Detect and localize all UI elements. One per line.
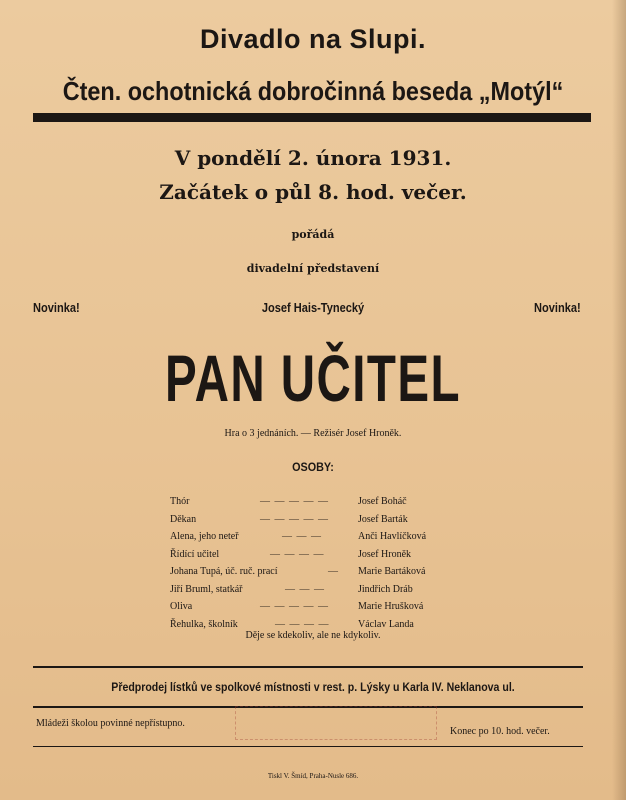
date-line: V pondělí 2. února 1931. bbox=[174, 146, 452, 170]
cast-dashes: — — — — bbox=[275, 618, 330, 630]
cast-role: Řídící učitel bbox=[170, 548, 220, 560]
cast-row bbox=[170, 514, 460, 532]
cast-dashes: — — — bbox=[285, 583, 325, 595]
cast-dashes: — — — — — bbox=[260, 496, 329, 507]
thick-divider bbox=[33, 113, 591, 122]
cast-role: Thór bbox=[170, 496, 190, 507]
cast-actor: Marie Bartáková bbox=[358, 566, 426, 577]
society-name: Čten. ochotnická dobročinná beseda „Motýl“ bbox=[62, 76, 564, 106]
cast-heading: OSOBY: bbox=[292, 460, 334, 474]
divider-top bbox=[33, 666, 583, 668]
cast-dashes: — bbox=[328, 566, 339, 577]
cast-row bbox=[170, 531, 460, 549]
cast-dashes: — — — — — bbox=[260, 601, 329, 612]
play-author: Josef Hais-Tynecký bbox=[261, 300, 365, 315]
youth-notice: Mládeži školou povinné nepřístupno. bbox=[36, 718, 185, 729]
cast-role: Johana Tupá, úč. ruč. prací bbox=[170, 566, 278, 577]
cast-actor: Marie Hrušková bbox=[358, 601, 424, 612]
pencil-mark bbox=[40, 742, 88, 764]
theater-name: Divadlo na Slupi. bbox=[199, 24, 427, 54]
end-time: Konec po 10. hod. večer. bbox=[450, 726, 550, 737]
cast-row bbox=[170, 496, 460, 514]
cast-role: Oliva bbox=[170, 601, 193, 612]
start-time-line: Začátek o půl 8. hod. večer. bbox=[159, 180, 467, 204]
novinka-right: Novinka! bbox=[534, 300, 581, 315]
play-subtitle: Hra o 3 jednáních. — Režisér Josef Hroněk. bbox=[224, 428, 402, 439]
cast-list bbox=[170, 496, 460, 636]
cast-row bbox=[170, 601, 460, 619]
cast-actor: Václav Landa bbox=[358, 618, 414, 630]
cast-actor: Jindřich Dráb bbox=[358, 583, 413, 595]
play-title: PAN UČITEL bbox=[164, 341, 461, 415]
printer-credit: Tiskl V. Šmíd, Praha-Nusle 686. bbox=[267, 772, 359, 780]
cast-dashes: — — — — bbox=[270, 548, 325, 560]
cast-role: Řehulka, školník bbox=[170, 618, 238, 630]
paper-edge-shadow bbox=[612, 0, 626, 800]
faded-stamp bbox=[235, 706, 437, 740]
cast-actor: Josef Boháč bbox=[358, 496, 407, 507]
cast-row bbox=[170, 549, 460, 567]
presale-line: Předprodej lístků ve spolkové místnosti v rest. p. Lýsky u Karla IV. Neklanova ul. bbox=[111, 680, 515, 694]
cast-actor: Josef Barták bbox=[358, 513, 408, 525]
presents-line: pořádá bbox=[291, 228, 335, 241]
cast-dashes: — — — — — bbox=[260, 513, 329, 525]
cast-actor: Josef Hroněk bbox=[358, 548, 412, 560]
novinka-left: Novinka! bbox=[33, 300, 80, 315]
cast-role: Děkan bbox=[170, 513, 197, 525]
divider-bottom bbox=[33, 746, 583, 747]
cast-row bbox=[170, 584, 460, 602]
motto-line: Děje se kdekoliv, ale ne kdykoliv. bbox=[245, 630, 381, 641]
cast-row bbox=[170, 566, 460, 584]
performance-line: divadelní představení bbox=[246, 262, 380, 275]
cast-role: Jiří Bruml, statkář bbox=[170, 583, 243, 595]
cast-role: Alena, jeho neteř bbox=[170, 531, 239, 542]
cast-dashes: — — — bbox=[282, 531, 322, 542]
cast-actor: Anči Havlíčková bbox=[358, 531, 427, 542]
